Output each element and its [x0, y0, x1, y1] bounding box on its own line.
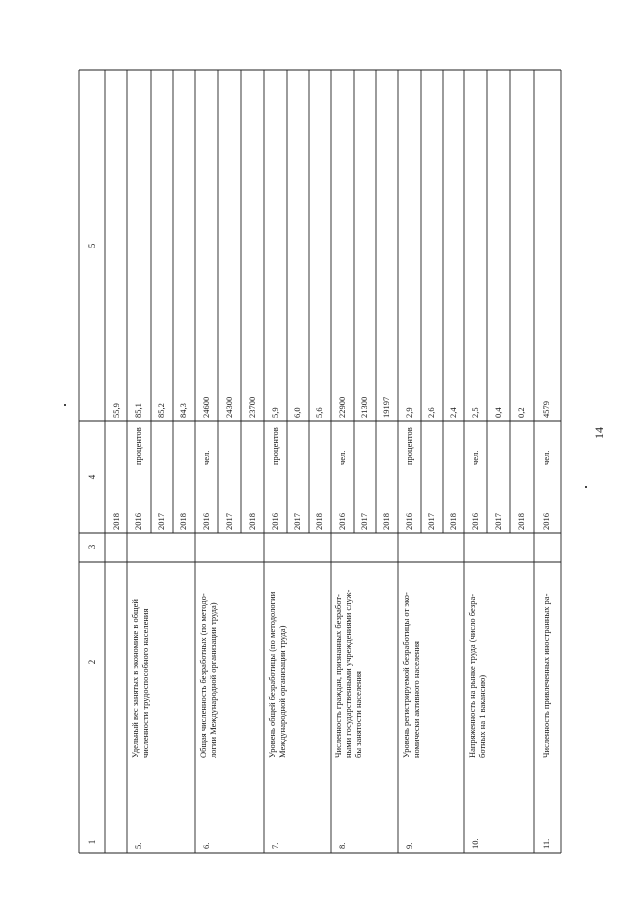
- header-col-5: 5: [87, 243, 97, 249]
- row-year: 2018: [448, 513, 458, 530]
- row-year: 2018: [314, 513, 324, 530]
- row-name: Удельный вес занятых в экономике в общей: [130, 599, 140, 758]
- row-number: 6.: [201, 842, 211, 849]
- row-name: логии Международной организации труда): [208, 602, 218, 758]
- row-year: 2017: [156, 513, 166, 530]
- row-year: 2018: [178, 513, 188, 530]
- row-name: Уровень регистрируемой безработицы от эко-: [401, 592, 411, 758]
- row-number: 11.: [541, 838, 551, 849]
- row-year: 2017: [493, 513, 503, 530]
- table-row: [541, 401, 551, 849]
- row-unit: процентов: [270, 427, 280, 465]
- row-unit: процентов: [133, 427, 143, 465]
- row-year: 2018: [381, 513, 391, 530]
- row-value: 21300: [359, 396, 369, 418]
- table-row: [267, 407, 324, 849]
- row-value: 2,9: [404, 407, 414, 418]
- row-value: 84,3: [178, 403, 188, 418]
- table-row: [198, 397, 257, 849]
- row-value: 24600: [201, 396, 211, 418]
- row4-value: 55,9: [111, 403, 121, 418]
- row-value: 85,2: [156, 403, 166, 418]
- data-table: [79, 70, 561, 853]
- row-year: 2016: [133, 513, 143, 530]
- row-number: 10.: [470, 838, 480, 849]
- table-header: [87, 243, 97, 844]
- row-year: 2017: [292, 513, 302, 530]
- scan-speck: [64, 404, 66, 406]
- row-value: 0,4: [493, 407, 503, 418]
- row-year: 2017: [224, 513, 234, 530]
- row-name: Международной организации труда): [277, 625, 287, 758]
- header-col-4: 4: [87, 474, 97, 480]
- row-unit: процентов: [404, 427, 414, 465]
- row-value: 22900: [337, 396, 347, 418]
- row-value: 5,6: [314, 407, 324, 418]
- row-year: 2016: [541, 513, 551, 530]
- row-value: 19197: [381, 396, 391, 418]
- row-unit: чел.: [337, 450, 347, 465]
- row-name: Общая численность безработных (по методо-: [198, 593, 208, 758]
- row-value: 2,5: [470, 407, 480, 418]
- row-name: Численность привлеченных иностранных ра-: [541, 593, 551, 758]
- row-value: 6,0: [292, 407, 302, 418]
- scan-speck: [585, 486, 587, 488]
- header-col-3: 3: [87, 544, 97, 550]
- row-number: 9.: [404, 842, 414, 849]
- row-unit: чел.: [201, 450, 211, 465]
- row-value: 23700: [247, 396, 257, 418]
- row-year: 2016: [404, 513, 414, 530]
- row-value: 4579: [541, 401, 551, 418]
- row4-year: 2018: [111, 513, 121, 530]
- row-value: 24300: [224, 396, 234, 418]
- row-name: численности трудоспособного населения: [140, 608, 150, 758]
- row-name: Численность граждан, признанных безработ-: [333, 594, 343, 758]
- row-value: 5,9: [270, 407, 280, 418]
- row-year: 2018: [516, 513, 526, 530]
- row-year: 2017: [359, 513, 369, 530]
- header-col-2: 2: [87, 659, 97, 665]
- row-number: 5.: [133, 842, 143, 849]
- table-row: [333, 397, 391, 849]
- row-unit: чел.: [541, 450, 551, 465]
- page-number: 14: [592, 427, 606, 439]
- row-unit: чел.: [470, 450, 480, 465]
- row-year: 2016: [270, 513, 280, 530]
- row-number: 8.: [337, 842, 347, 849]
- row-value: 0,2: [516, 407, 526, 418]
- row-year: 2016: [470, 513, 480, 530]
- row-value: 85,1: [133, 403, 143, 418]
- row-value: 2,6: [426, 407, 436, 418]
- header-col-1: 1: [87, 839, 97, 845]
- row-number: 7.: [270, 842, 280, 849]
- row-year: 2018: [247, 513, 257, 530]
- row-name: Уровень общей безработицы (по методологии: [267, 591, 277, 758]
- row-name: ными государственными учреждениями служ-: [343, 589, 353, 758]
- table-row: [111, 403, 121, 530]
- row-name: ботных на 1 вакансию): [477, 674, 487, 758]
- row-year: 2017: [426, 513, 436, 530]
- row-value: 2,4: [448, 407, 458, 418]
- table-row: [401, 407, 458, 849]
- row-name: бы занятости населения: [353, 671, 363, 758]
- row-name: Напряженность на рынке труда (число безра-: [467, 593, 477, 758]
- row-name: номически активного населения: [411, 641, 421, 758]
- row-year: 2016: [337, 513, 347, 530]
- row-year: 2016: [201, 513, 211, 530]
- table-row: [467, 407, 526, 849]
- table-row: [130, 403, 188, 849]
